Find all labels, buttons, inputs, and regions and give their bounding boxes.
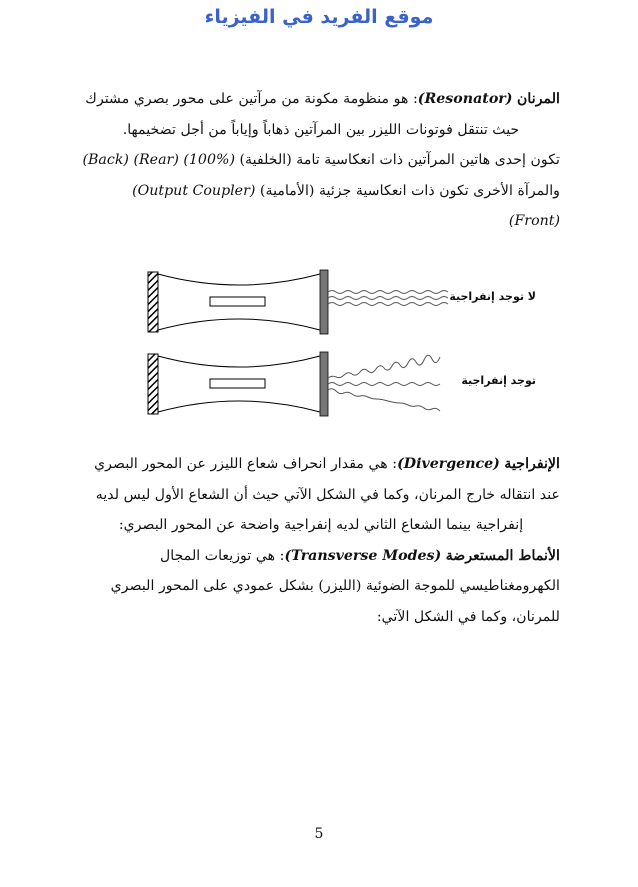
transverse-line-2: الكهرومغناطيسي للموجة الضوئية (الليزر) بشكل عمودي على المحور البصري (110, 578, 560, 594)
divergence-diagram (140, 262, 540, 422)
output-mirror-top (320, 270, 328, 334)
resonator-term-english: (Resonator) (417, 91, 513, 107)
transverse-term-english: (Transverse Modes) (284, 547, 442, 564)
beam-envelope-top-upper (158, 274, 320, 285)
divergence-line-2: عند انتقاله خارج المرنان، وكما في الشكل الآتي حيث أن الشعاع الأول ليس لديه (95, 486, 560, 503)
output-beam-top-lower (328, 303, 448, 306)
resonator-diagram-svg (140, 262, 540, 422)
resonator-line-1 (82, 84, 560, 115)
front-english: (Front) (508, 213, 560, 229)
divergence-line-1 (82, 449, 560, 480)
resonator-term: المرنان (517, 91, 560, 107)
label-divergence: توجد إنفراجية (461, 374, 536, 387)
beam-envelope-bottom-upper (158, 356, 320, 367)
back-mirror-bottom (148, 354, 158, 414)
output-beam-top-upper (328, 291, 448, 294)
output-mirror-bottom (320, 352, 328, 416)
site-title: موقع الفريد في الفيزياء (204, 6, 434, 28)
resonator-paragraph (82, 84, 560, 237)
divergence-term-english: (Divergence) (397, 456, 500, 472)
divergence-paragraph (82, 449, 560, 632)
resonator-definition: : هو منظومة مكونة من مرآتين على محور بصري مشترك (85, 91, 418, 107)
resonator-line-5 (82, 206, 560, 237)
transverse-term: الأنماط المستعرضة (445, 547, 560, 564)
resonator-no-divergence (148, 270, 448, 334)
gain-medium-bottom (210, 379, 265, 388)
output-beam-bottom-upper (328, 355, 440, 378)
output-mirror-text: والمرآة الأخرى تكون ذات انعكاسية جزئية (الأمامية) (259, 182, 560, 199)
beam-envelope-bottom-lower (158, 401, 320, 412)
output-beam-bottom-lower (328, 389, 440, 411)
back-mirror-english: (Back) (Rear) (100%) (82, 152, 235, 168)
output-beam-top-middle (328, 297, 448, 300)
page-number: 5 (314, 826, 324, 842)
back-mirror-top (148, 272, 158, 332)
resonator-line-3 (82, 145, 560, 176)
gain-medium-top (210, 297, 265, 306)
beam-envelope-top-lower (158, 319, 320, 330)
output-coupler-english: (Output Coupler) (132, 182, 256, 199)
output-beam-bottom-middle (328, 383, 440, 386)
resonator-with-divergence (148, 352, 440, 416)
resonator-line-2: حيث تنتقل فوتونات الليزر بين المرآتين ذهاباً وإياباً من أجل تضخيمها. (122, 121, 520, 138)
divergence-definition: : هي مقدار انحراف شعاع الليزر عن المحور البصري (94, 456, 398, 472)
label-no-divergence: لا توجد إنفراجية (449, 290, 536, 303)
divergence-term: الإنفراجية (504, 456, 560, 472)
transverse-line-1 (82, 541, 560, 572)
transverse-definition: : هي توزيعات المجال (159, 547, 285, 564)
divergence-line-3: إنفراجية بينما الشعاع الثاني لديه إنفراجية واضحة عن المحور البصري: (118, 517, 524, 533)
back-mirror-text: تكون إحدى هاتين المرآتين ذات انعكاسية تامة (الخلفية) (239, 152, 560, 168)
resonator-line-4 (82, 176, 560, 207)
transverse-line-3: للمرنان، وكما في الشكل الآتي: (376, 608, 560, 625)
